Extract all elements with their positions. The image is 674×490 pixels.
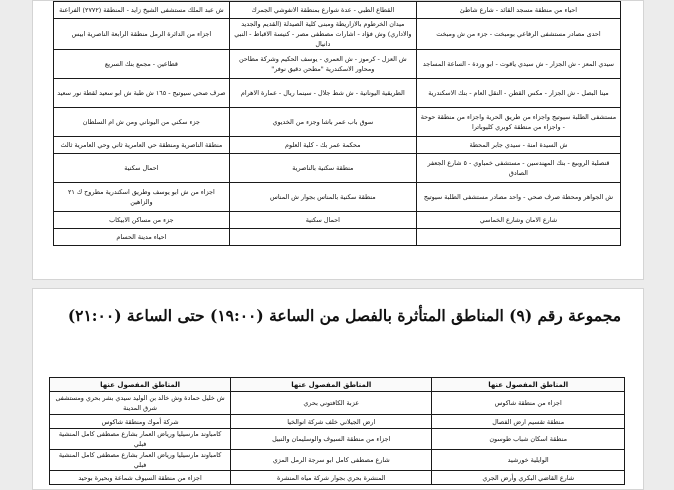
table-cell: سوق باب عمر باشا وجزء من الخديوي [229,108,416,137]
table-cell: ش العزل - كرموز - ش العمري - يوسف الحكيم وشركة مطاحن ومحاور الاسكندرية "مطحن دقيق نوفر" [229,50,416,79]
table-cell: اجزاء من منطقة شاكوس [432,392,625,415]
table-cell: مينا البصل - ش الجزار - مكس القطن - النقل العام - بنك الاسكندرية [416,79,620,108]
table-cell: القطاع الطبي - عدة شوارع بمنطقة الانفوشي الجمرك [229,2,416,19]
table-cell: منطقة اسكان شباب طوسون [432,429,625,450]
top-document-panel [32,0,644,280]
table-cell: احياء مدينة الحسام [54,229,230,246]
table-cell: قطاعين - مجمع بنك السريع [54,50,230,79]
table-cell: احدى مصادر مستشفى الرفاعي بومبخت - جزء من ش ومبخت [416,19,620,50]
table-row [50,415,625,429]
table-row [54,19,621,50]
table-cell: اجزاء من ش ابو يوسف وطريق اسكندرية مطروح ك ٢١ والزاهين [54,183,230,212]
column-header: المناطق المفصول عنها [432,378,625,392]
table-cell: ش السيدة امنة - سيدي جابر المحطة [416,137,620,154]
table-cell: احياء من منطقة مسجد القائد - شارع شاطئ [416,2,620,19]
table-row [50,471,625,485]
column-header: المناطق المفصول عنها [50,378,231,392]
table-row [54,229,621,246]
table-row [54,108,621,137]
table-row [54,212,621,229]
group-heading: مجموعة رقم (٩) المناطق المتأثرة بالفصل من الساعة (١٩:٠٠) حتى الساعة (٢١:٠٠) [67,306,621,325]
table-row [54,50,621,79]
table-cell: الطريقية اليونانية - ش شط جلال - سينما ريال - عمارة الاهرام [229,79,416,108]
bottom-document-panel [32,288,644,490]
table-cell: شارع الامان وشارع الخماسي [416,212,620,229]
table-cell: اجزاء من منطقة السيوف شماعة وبحيرة بوحيد [50,471,231,485]
table-cell: الوايلية خورشيد [432,450,625,471]
group-9-table [49,377,625,485]
table-cell: صرف صحي سيوتيج - ١٦٥ ش طبة ش ابو سعيد لقطة نور سعيد [54,79,230,108]
table-cell: احمال سكنية [229,212,416,229]
table-cell [229,229,416,246]
table-cell: ارض الجيلاني خلف شركة انوالخيا [231,415,432,429]
table-cell: ش عبد الملك مستشفى الشيخ زايد - المنطقة (٢٧٧٢) الفراعنة [54,2,230,19]
table-cell: منطقة سكنية بالناصرية [229,154,416,183]
table-cell: محكمة عمر بك - كلية العلوم [229,137,416,154]
table-cell: سيدي المعز - ش الجزار - ش سيدي ياقوت - ابو وردة - الساعة المساجد [416,50,620,79]
table-cell [416,229,620,246]
table-row [50,429,625,450]
table-row [54,79,621,108]
table-cell: قنصلية الروبيع - بنك المهندسين - مستشفى خمباوي - ٥ شارع الجعفر الصادق [416,154,620,183]
table-cell: كامباوند مارسيليا ورياض العمار بشارع مصطفى كامل المنشية فبلي [50,429,231,450]
table-cell: منطقة سكنية بالمناس بجوار ش المناس [229,183,416,212]
table-cell: جزء سكني من اليوناني ومن ش ام السلطان [54,108,230,137]
column-header: المناطق المفصول عنها [231,378,432,392]
table-cell: احمال سكنية [54,154,230,183]
top-schedule-table [53,1,621,246]
table-cell: منطقة الناصرية ومنطقة حي العامرية ثاني وحي العامرية ثالث [54,137,230,154]
table-cell: اجزاء من الدائرة الرمل منطقة الرابعة الناصرية ابيس [54,19,230,50]
table-row [54,137,621,154]
table-cell: شارع مصطفى كامل ابو سرجة الرمل المزي [231,450,432,471]
table-row [54,183,621,212]
table-cell: شارع القاضي البكري وأرض الجري [432,471,625,485]
table-cell: مستشفى الطلبة سيوتيج واجزاء من طريق الحرية واجزاء من منطقة حوحة - واجزاء من منطقة كوبري كليوباترا [416,108,620,137]
table-cell: عزبة الكافتوني بحري [231,392,432,415]
table-cell: كامباوند مارسيليا ورياض العمار بشارع مصطفى كامل المنشية فبلي [50,450,231,471]
table-cell: ش الجواهر ومحطة صرف صحي - واحد مصادر مستشفى الطلبة سيوتيج [416,183,620,212]
table-row [50,450,625,471]
table-cell: ش خليل حمادة وش خالد بن الوليد سيدي بشر بحري ومستشفى شرق المدينة [50,392,231,415]
table-cell: المنشرة بحري بجوار شركة مياه المنشرة [231,471,432,485]
table-row [50,392,625,415]
table-cell: منطقة تقسيم ارض الفصال [432,415,625,429]
table-cell: شركة أموك ومنطقة شاكوس [50,415,231,429]
table-row [54,2,621,19]
table-cell: ميدان الخرطوم بالازاريطة ومبنى كلية الصيدلة (القديم والجديد والاداري) وش فؤاد - اشارات مصطفى مصر - كنيسة الاقباط - النبي دانيال [229,19,416,50]
table-header-row [50,378,625,392]
table-row [54,154,621,183]
table-cell: جزء من مساكن الابيكاب [54,212,230,229]
table-cell: اجزاء من منطقة السيوف والوسليمان والنبيل [231,429,432,450]
